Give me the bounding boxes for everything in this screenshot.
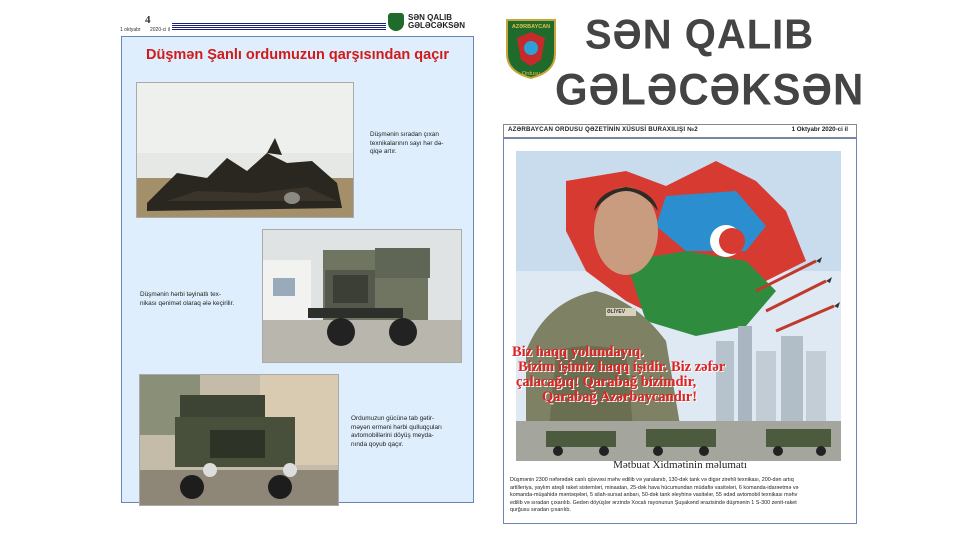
article-panel xyxy=(121,36,474,503)
press-service-caption: Mətbuat Xidmətinin məlumatı xyxy=(613,459,747,471)
caption-3 xyxy=(351,415,442,449)
abandoned-jeep-photo xyxy=(139,374,339,506)
destroyed-tank-photo xyxy=(136,82,354,218)
caption-1 xyxy=(370,131,444,157)
army-emblem-icon xyxy=(388,13,404,31)
left-newspaper-page xyxy=(118,12,476,504)
caption-2-line: nikası qənimət olaraq ələ keçirilir. xyxy=(140,299,235,307)
article-headline: Düşmən Şanlı ordumuzun qarşısından qaçır xyxy=(146,47,449,63)
caption-1-line: Düşmənin sıradan çıxan xyxy=(370,131,439,138)
report-body xyxy=(510,477,852,515)
quote-line: çalacağıq! Qarabağ bizimdir, xyxy=(516,374,697,390)
masthead-small-line1: SƏN QALIB xyxy=(408,13,453,22)
report-line: artilleriya, yaylım atəşli raket sistemləri, minaatan, 25-dək hava hücumundan müdafiə vasitələri, 6 komanda-idarəetmə və xyxy=(510,484,799,491)
report-line: Düşmənin 2300 nəfərədək canlı qüvvəsi məhv edilib və yaralanıb, 130-dək tank və digər zirehli texnikası, 200-dən artıq xyxy=(510,477,794,483)
caption-3-line: məyən erməni hərbi qulluqçuları xyxy=(351,423,442,431)
page-number: 4 xyxy=(145,14,151,26)
masthead-line1: SƏN QALIB xyxy=(585,11,815,59)
quote-line: Bizim işimiz haqq işidir. Biz zəfər xyxy=(518,359,726,375)
issue-date: 1 Oktyabr 2020-ci il xyxy=(791,126,848,133)
army-emblem-icon xyxy=(505,18,557,80)
uniform-name-tag: ƏLİYEV xyxy=(607,309,626,315)
caption-1-line: qiqə artır. xyxy=(370,148,397,155)
issue-bar xyxy=(503,124,857,138)
report-line: komanda-müşahidə məntəqələri, 5 silah-sursat anbarı, 50-dək tank əleyhinə vasitələr, 55 ədəd avtomobil texnikası məhv xyxy=(510,492,798,499)
header-rule xyxy=(172,23,386,31)
quote-line: Qarabağ Azərbaycandır! xyxy=(542,389,698,405)
report-line: edilib və sıradan çıxarılıb. Gedən döyüşlər ərzində Xocalı rayonunun Şuşakənd ərazisində düşmənin 1 S-300 zenit-raket xyxy=(510,499,797,506)
issue-subtitle: AZƏRBAYCAN ORDUSU QƏZETİNİN XÜSUSİ BURAXILIŞI №2 xyxy=(508,126,698,133)
page-year: 2020-ci il xyxy=(150,27,171,33)
presidential-quote xyxy=(512,345,832,405)
report-line: qurğusu sıradan çıxarılıb. xyxy=(510,507,571,514)
right-newspaper-page xyxy=(500,11,865,532)
front-page-box xyxy=(503,138,857,524)
front-page-photo xyxy=(516,151,841,461)
caption-2-line: Düşmənin hərbi təyinatlı tex- xyxy=(140,291,221,298)
captured-truck-photo xyxy=(262,229,462,363)
caption-3-line: Ordumuzun gücünə tab gətir- xyxy=(351,415,435,422)
emblem-text-bottom: Ordusu xyxy=(521,71,541,77)
caption-2 xyxy=(140,291,234,308)
caption-3-line: nında qoyub qaçır. xyxy=(351,440,404,448)
quote-line: Biz haqq yolundayıq. xyxy=(512,344,644,360)
masthead-small-line2: GƏLƏCƏKSƏN xyxy=(408,21,466,30)
caption-3-line: avtomobillərini döyüş meyda- xyxy=(351,432,434,439)
page-date: 1 oktyabr xyxy=(120,27,141,33)
masthead-small xyxy=(408,14,465,30)
masthead-line2: GƏLƏCƏKSƏN xyxy=(555,64,865,115)
caption-1-line: texnikalarının sayı hər də- xyxy=(370,139,444,147)
emblem-text-top: AZƏRBAYCAN xyxy=(511,24,551,30)
